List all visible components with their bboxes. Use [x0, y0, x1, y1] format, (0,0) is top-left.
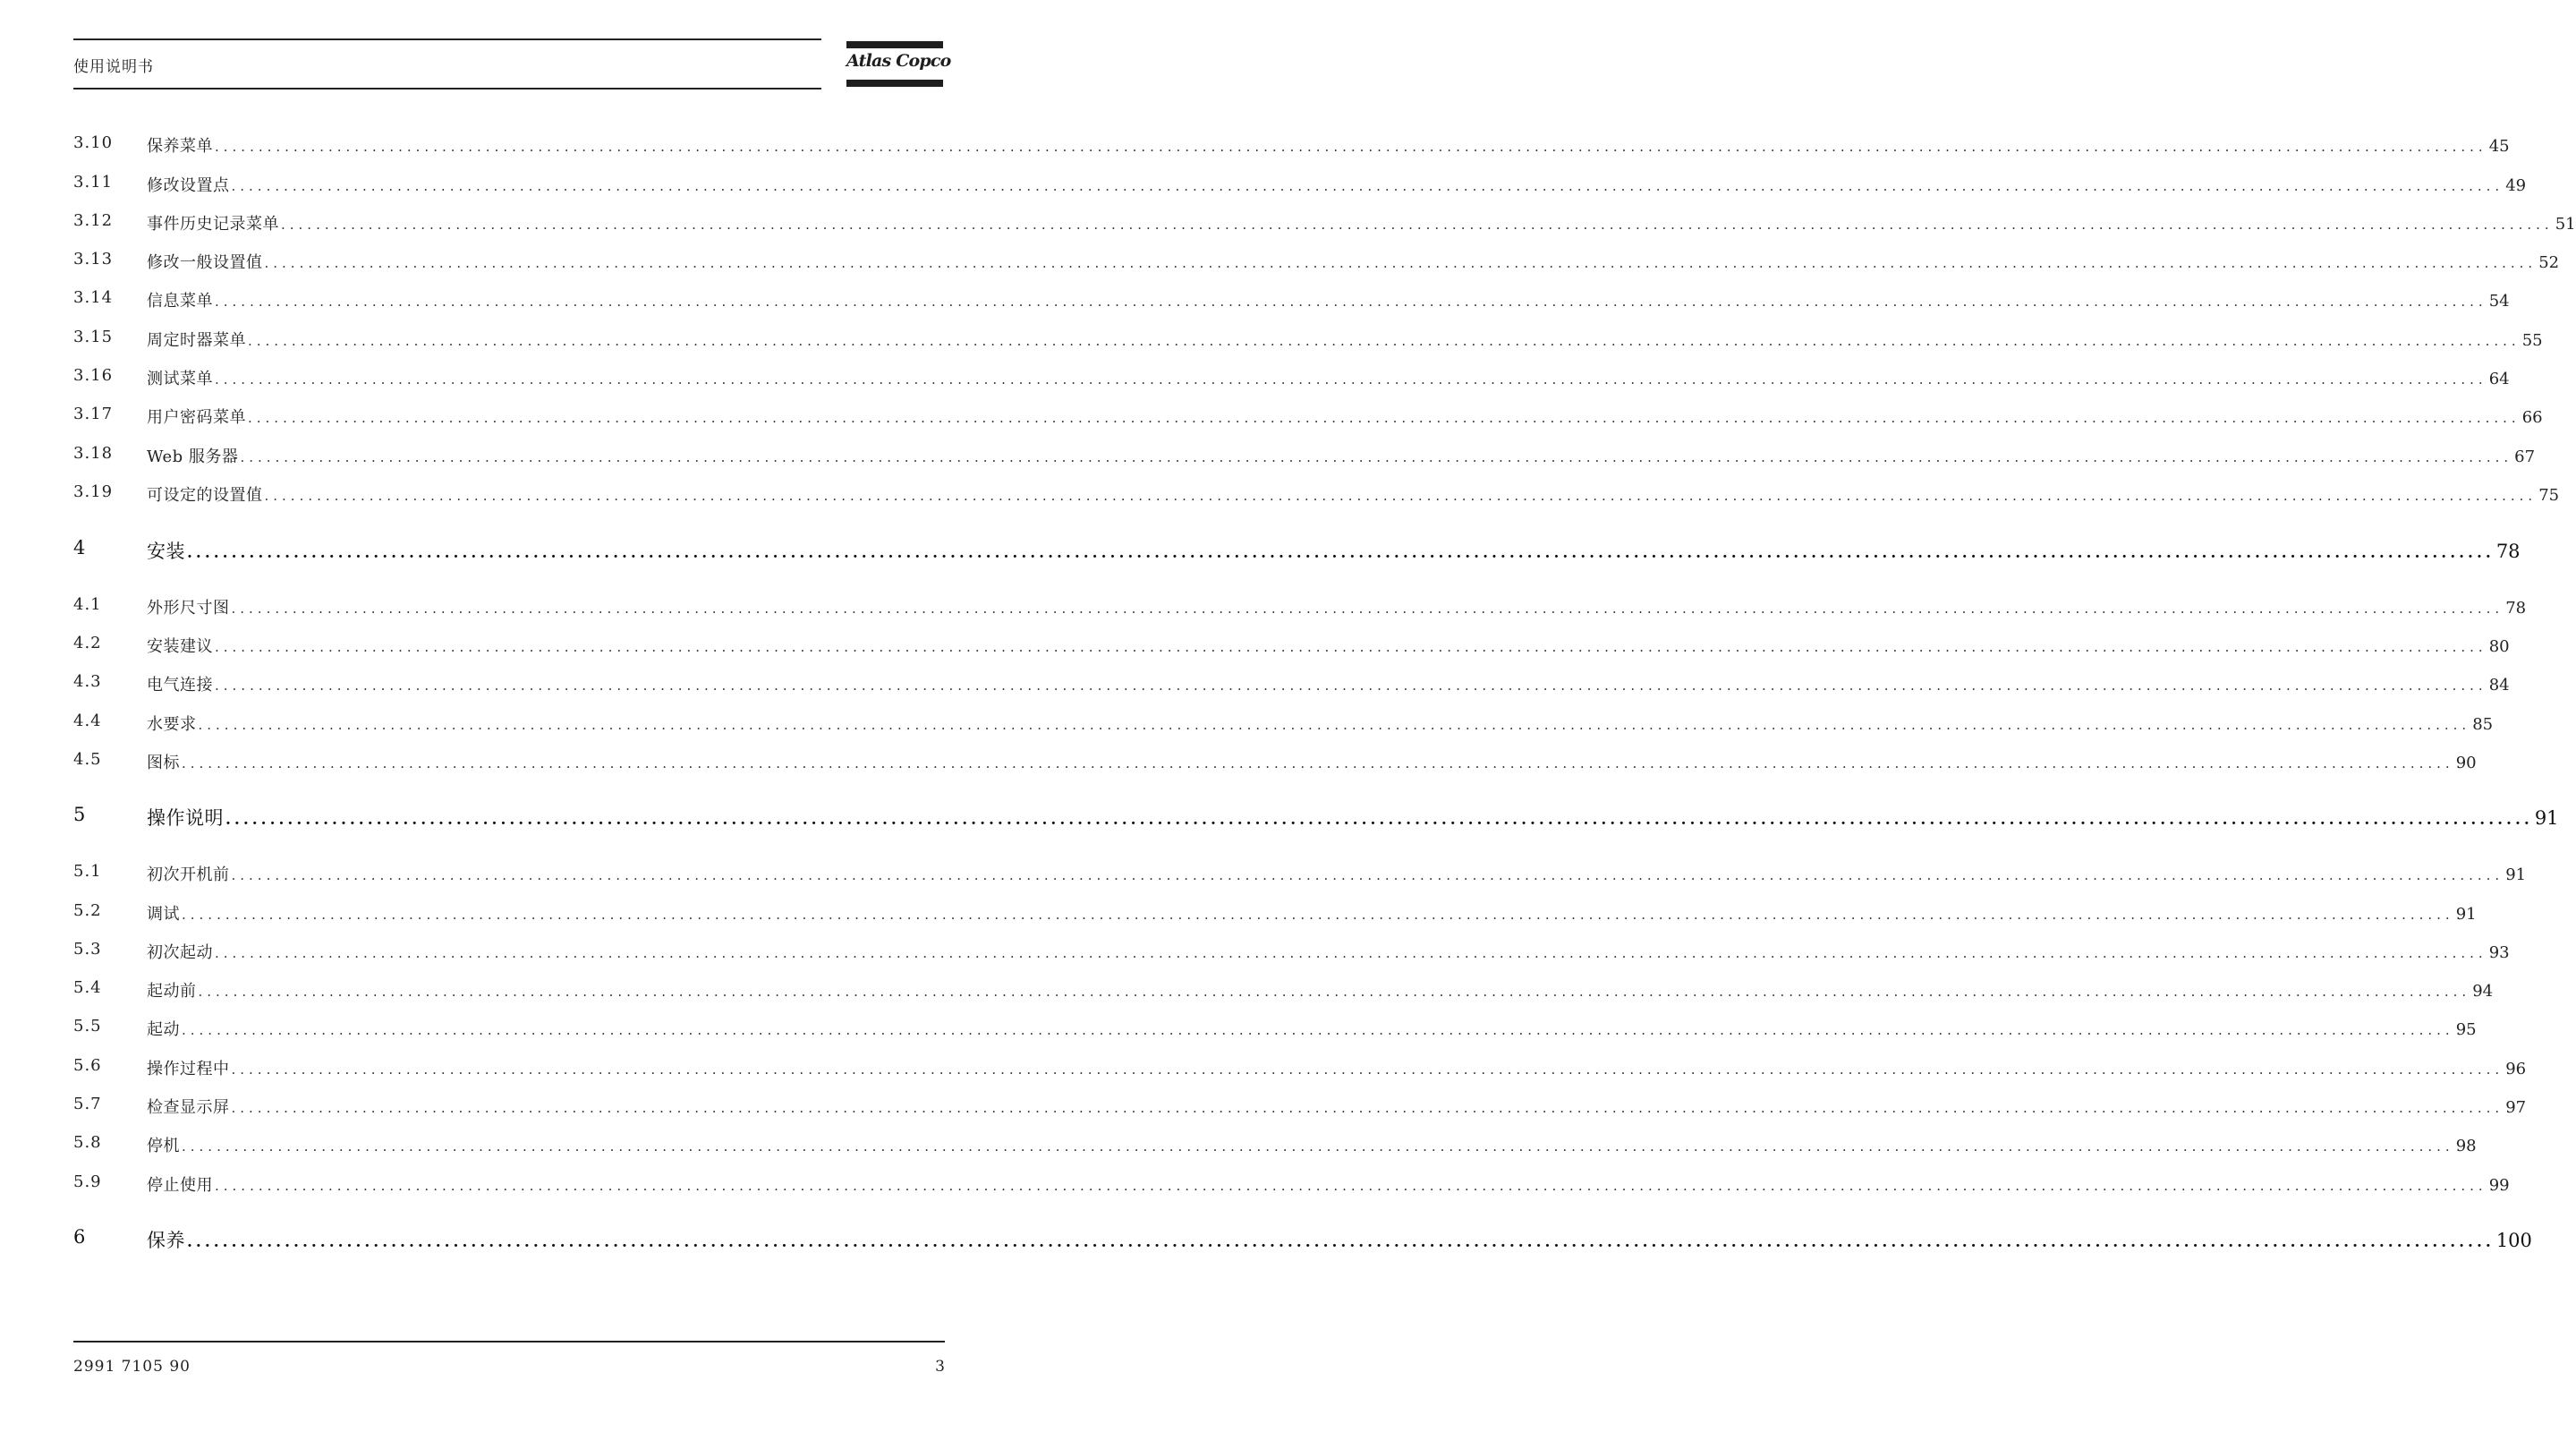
toc-page-number: 55	[2521, 331, 2543, 350]
toc-section-row[interactable]	[73, 672, 2510, 699]
toc-chapter-row[interactable]	[73, 804, 2559, 831]
toc-number: 3.17	[73, 405, 114, 423]
toc-title: 修改一般设置值	[147, 253, 263, 272]
toc-number: 4	[73, 537, 87, 558]
toc-entry-line	[147, 250, 2560, 273]
toc-section-row[interactable]	[73, 750, 2477, 777]
toc-chapter-row[interactable]	[73, 537, 2521, 564]
toc-number: 3.14	[73, 288, 114, 307]
toc-number: 4.3	[73, 672, 102, 691]
toc-section-row[interactable]	[73, 862, 2527, 889]
toc-dot-leader: ....................................................................................................................................................................................................................................................................	[215, 945, 2487, 961]
toc-dot-leader: ....................................................................................................................................................................................................................................................................	[264, 255, 2538, 271]
toc-entry-line	[147, 712, 2494, 735]
toc-dot-leader: ....................................................................................................................................................................................................................................................................	[240, 449, 2513, 465]
toc-number: 5	[73, 804, 87, 825]
toc-dot-leader: ....................................................................................................................................................................................................................................................................	[231, 1061, 2504, 1078]
toc-entry-line	[147, 940, 2510, 963]
toc-entry-line	[147, 1017, 2477, 1040]
toc-section-row[interactable]	[73, 444, 2536, 471]
footer-doc-number: 2991 7105 90	[73, 1358, 191, 1376]
toc-title: 信息菜单	[147, 292, 213, 311]
toc-entry-line	[147, 634, 2510, 657]
toc-entry-line	[147, 366, 2510, 389]
toc-number: 5.6	[73, 1056, 102, 1075]
logo-wordmark: Atlas Copco	[846, 51, 951, 71]
toc-number: 3.18	[73, 444, 114, 463]
toc-entry-line	[147, 133, 2510, 157]
toc-section-row[interactable]	[73, 1095, 2527, 1121]
toc-number: 5.4	[73, 978, 102, 997]
logo-bar-bottom	[846, 80, 943, 87]
toc-dot-leader: ....................................................................................................................................................................................................................................................................	[182, 907, 2454, 923]
toc-page-number: 97	[2505, 1098, 2527, 1117]
toc-title: 保养菜单	[147, 137, 213, 156]
toc-dot-leader: ....................................................................................................................................................................................................................................................................	[231, 1100, 2504, 1116]
toc-entry-line	[147, 862, 2527, 885]
toc-page-number: 95	[2455, 1020, 2477, 1039]
toc-section-row[interactable]	[73, 211, 2576, 238]
toc-title: 初次开机前	[147, 865, 230, 884]
toc-number: 4.5	[73, 750, 102, 769]
toc-entry-line	[147, 804, 2559, 831]
toc-dot-leader: ....................................................................................................................................................................................................................................................................	[198, 984, 2471, 1000]
toc-page-number: 98	[2455, 1137, 2477, 1155]
toc-title: 可设定的设置值	[147, 486, 263, 505]
toc-page-number: 90	[2455, 754, 2477, 772]
toc-number: 5.5	[73, 1017, 102, 1036]
toc-page-number: 67	[2514, 448, 2536, 466]
toc-title: 停机	[147, 1137, 180, 1155]
toc-dot-leader: ....................................................................................................................................................................................................................................................................	[248, 410, 2521, 426]
toc-section-row[interactable]	[73, 328, 2543, 354]
header-title: 使用说明书	[73, 58, 154, 76]
atlas-copco-logo	[846, 41, 951, 90]
toc-entry-line	[147, 901, 2477, 925]
toc-page-number: 64	[2488, 370, 2510, 388]
toc-title: 用户密码菜单	[147, 408, 246, 427]
toc-entry-line	[147, 595, 2527, 618]
toc-dot-leader: ....................................................................................................................................................................................................................................................................	[182, 755, 2454, 771]
logo-bar-top	[846, 41, 943, 48]
toc-page-number: 54	[2488, 292, 2510, 311]
toc-page-number: 84	[2488, 676, 2510, 695]
toc-entry-line	[147, 211, 2576, 234]
toc-title: 电气连接	[147, 676, 213, 695]
toc-number: 5.3	[73, 940, 102, 959]
toc-entry-line	[147, 328, 2543, 351]
toc-section-row[interactable]	[73, 1017, 2477, 1044]
toc-title: Web 服务器	[147, 448, 239, 466]
toc-section-row[interactable]	[73, 712, 2494, 738]
footer-page-number: 3	[935, 1358, 945, 1376]
toc-section-row[interactable]	[73, 482, 2560, 509]
toc-title: 初次起动	[147, 943, 213, 962]
toc-number: 4.2	[73, 634, 102, 652]
toc-section-row[interactable]	[73, 595, 2527, 622]
toc-entry-line	[147, 1095, 2527, 1118]
toc-dot-leader: ....................................................................................................................................................................................................................................................................	[215, 371, 2487, 388]
toc-section-row[interactable]	[73, 901, 2477, 928]
toc-page-number: 85	[2472, 715, 2494, 734]
toc-entry-line	[147, 405, 2543, 428]
toc-chapter-row[interactable]	[73, 1226, 2532, 1253]
toc-dot-leader: ....................................................................................................................................................................................................................................................................	[231, 601, 2504, 617]
toc-page-number: 94	[2472, 982, 2494, 1001]
toc-page-number: 100	[2495, 1230, 2532, 1251]
toc-title: 安装	[147, 541, 185, 562]
toc-section-row[interactable]	[73, 1056, 2527, 1083]
toc-number: 3.19	[73, 482, 114, 501]
toc-title: 调试	[147, 905, 180, 924]
toc-entry-line	[147, 482, 2560, 506]
toc-page-number: 80	[2488, 637, 2510, 656]
toc-page-number: 91	[2455, 905, 2477, 924]
toc-page-number: 78	[2505, 599, 2527, 618]
toc-dot-leader: ....................................................................................................................................................................................................................................................................	[182, 1138, 2454, 1155]
toc-section-row[interactable]	[73, 940, 2510, 967]
toc-entry-line	[147, 1226, 2532, 1253]
header-rule-bottom	[73, 88, 821, 90]
toc-title: 图标	[147, 754, 180, 772]
toc-entry-line	[147, 1172, 2510, 1196]
toc-page-number: 99	[2488, 1176, 2510, 1195]
toc-entry-line	[147, 288, 2510, 311]
toc-page-number: 96	[2505, 1060, 2527, 1078]
toc-section-row[interactable]	[73, 133, 2510, 160]
toc-number: 3.11	[73, 173, 114, 192]
toc-title: 操作过程中	[147, 1060, 230, 1078]
toc-section-row[interactable]	[73, 1172, 2510, 1199]
toc-title: 起动前	[147, 982, 197, 1001]
toc-page-number: 51	[2555, 215, 2576, 234]
toc-number: 3.15	[73, 328, 114, 346]
toc-dot-leader: ....................................................................................................................................................................................................................................................................	[182, 1022, 2454, 1038]
toc-entry-line	[147, 444, 2536, 467]
toc-dot-leader: ....................................................................................................................................................................................................................................................................	[264, 488, 2538, 504]
toc-number: 5.1	[73, 862, 102, 881]
toc-dot-leader: ....................................................................................................................................................................................................................................................................	[215, 139, 2487, 155]
toc-title: 停止使用	[147, 1176, 213, 1195]
toc-entry-line	[147, 1056, 2527, 1079]
toc-page-number: 66	[2521, 408, 2543, 427]
toc-entry-line	[147, 978, 2494, 1002]
toc-section-row[interactable]	[73, 634, 2510, 661]
toc-dot-leader: ....................................................................................................................................................................................................................................................................	[225, 811, 2533, 829]
toc-section-row[interactable]	[73, 250, 2560, 277]
toc-dot-leader: ....................................................................................................................................................................................................................................................................	[231, 178, 2504, 194]
toc-page-number: 49	[2505, 176, 2527, 195]
toc-title: 起动	[147, 1020, 180, 1039]
toc-number: 4.4	[73, 712, 102, 730]
toc-title: 操作说明	[147, 807, 224, 829]
toc-number: 3.10	[73, 133, 114, 152]
toc-number: 5.7	[73, 1095, 102, 1113]
toc-section-row[interactable]	[73, 405, 2543, 431]
toc-entry-line	[147, 537, 2521, 564]
toc-title: 事件历史记录菜单	[147, 215, 279, 234]
toc-entry-line	[147, 173, 2527, 196]
toc-number: 5.2	[73, 901, 102, 920]
toc-number: 3.12	[73, 211, 114, 230]
toc-dot-leader: ....................................................................................................................................................................................................................................................................	[187, 544, 2495, 562]
toc-number: 6	[73, 1226, 87, 1248]
toc-title: 外形尺寸图	[147, 599, 230, 618]
toc-number: 3.13	[73, 250, 114, 268]
toc-entry-line	[147, 672, 2510, 695]
toc-page-number: 91	[2534, 807, 2559, 829]
toc-page-number: 91	[2505, 865, 2527, 884]
toc-page-number: 78	[2495, 541, 2521, 562]
toc-section-row[interactable]	[73, 366, 2510, 393]
toc-title: 安装建议	[147, 637, 213, 656]
toc-entry-line	[147, 1133, 2477, 1156]
toc-section-row[interactable]	[73, 173, 2527, 200]
toc-dot-leader: ....................................................................................................................................................................................................................................................................	[231, 867, 2504, 883]
toc-number: 5.8	[73, 1133, 102, 1152]
footer-rule	[73, 1341, 945, 1342]
toc-number: 5.9	[73, 1172, 102, 1191]
toc-dot-leader: ....................................................................................................................................................................................................................................................................	[198, 717, 2471, 733]
toc-dot-leader: ....................................................................................................................................................................................................................................................................	[215, 639, 2487, 655]
toc-page-number: 75	[2538, 486, 2560, 505]
toc-section-row[interactable]	[73, 288, 2510, 315]
toc-number: 3.16	[73, 366, 114, 385]
toc-number: 4.1	[73, 595, 102, 614]
toc-title: 修改设置点	[147, 176, 230, 195]
toc-page-number: 93	[2488, 943, 2510, 962]
toc-title: 水要求	[147, 715, 197, 734]
toc-title: 周定时器菜单	[147, 331, 246, 350]
toc-page-number: 45	[2488, 137, 2510, 156]
toc-dot-leader: ....................................................................................................................................................................................................................................................................	[215, 1178, 2487, 1194]
toc-title: 测试菜单	[147, 370, 213, 388]
toc-dot-leader: ....................................................................................................................................................................................................................................................................	[187, 1233, 2495, 1251]
toc-section-row[interactable]	[73, 978, 2494, 1005]
toc-dot-leader: ....................................................................................................................................................................................................................................................................	[248, 333, 2521, 349]
toc-page-number: 52	[2538, 253, 2560, 272]
toc-entry-line	[147, 750, 2477, 773]
toc-dot-leader: ....................................................................................................................................................................................................................................................................	[215, 294, 2487, 310]
header-rule-top	[73, 38, 821, 40]
toc-title: 保养	[147, 1230, 185, 1251]
toc-section-row[interactable]	[73, 1133, 2477, 1160]
toc-title: 检查显示屏	[147, 1098, 230, 1117]
toc-dot-leader: ....................................................................................................................................................................................................................................................................	[215, 678, 2487, 694]
toc-dot-leader: ....................................................................................................................................................................................................................................................................	[281, 217, 2554, 233]
